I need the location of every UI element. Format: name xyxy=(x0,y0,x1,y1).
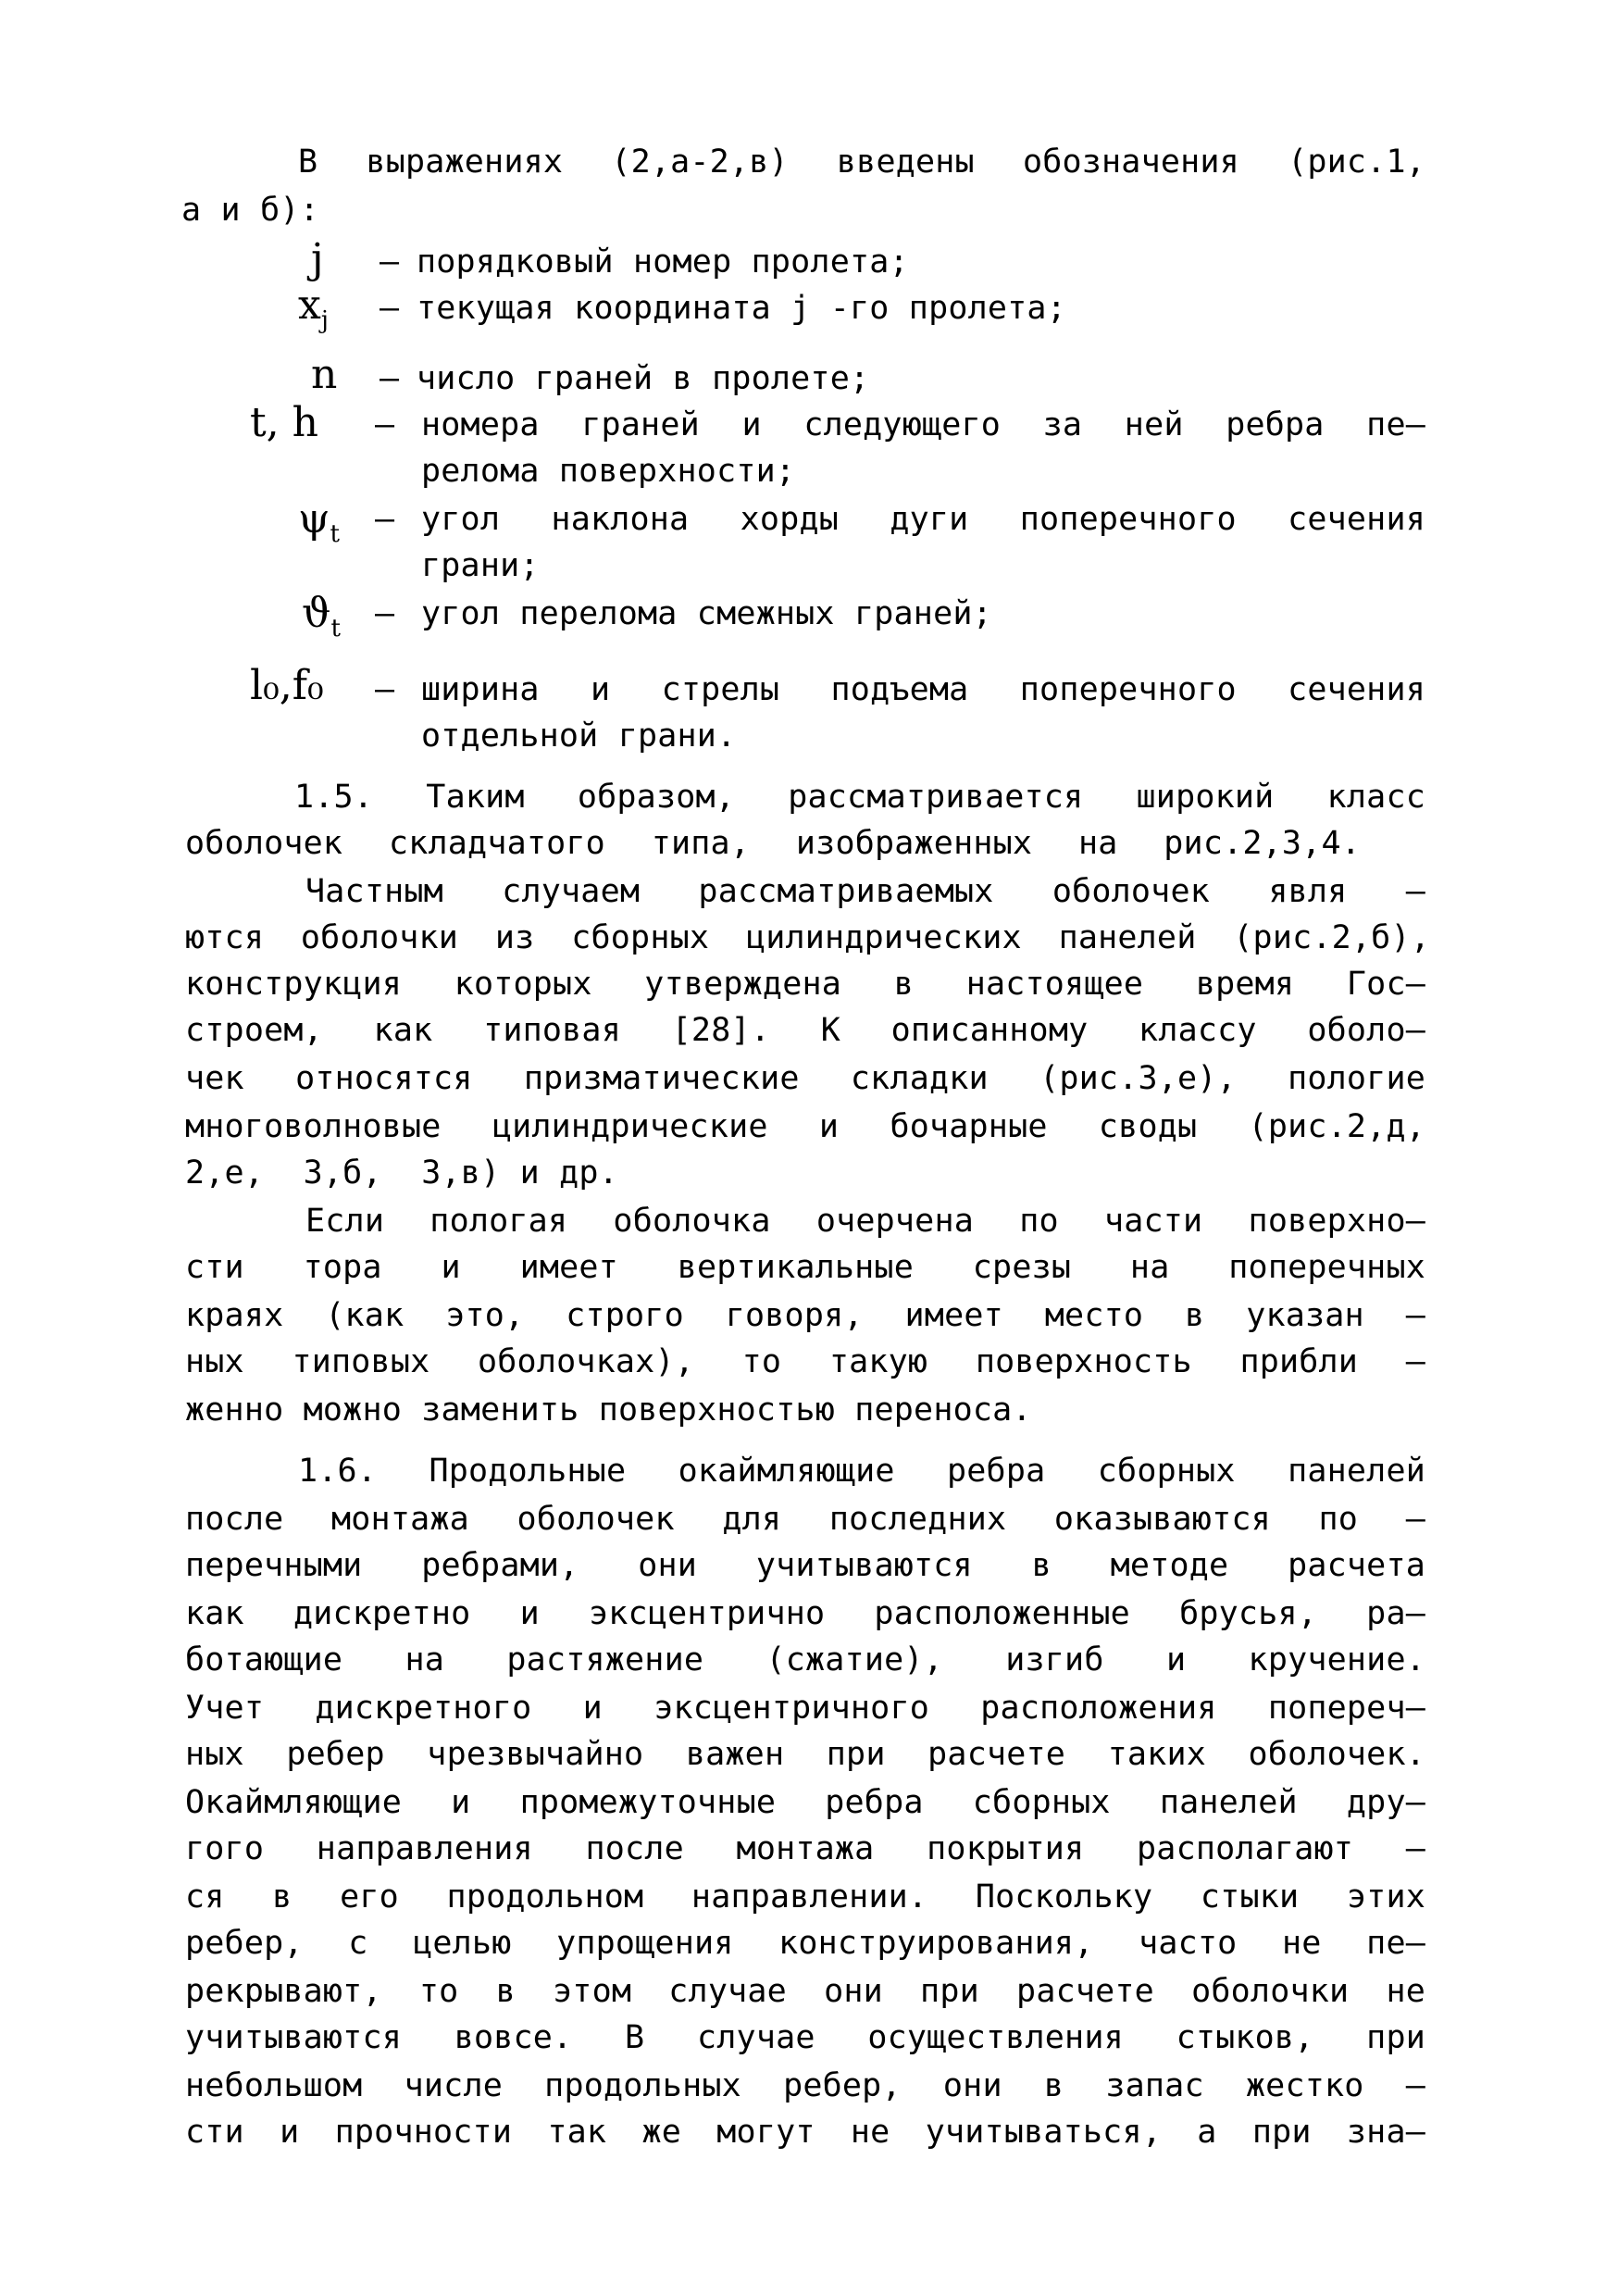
paragraph-line: как дискретно и эксцентрично расположенные брусья, ра– xyxy=(185,1595,1425,1632)
paragraph-line: ных типовых оболочках), то такую поверхность прибли – xyxy=(185,1343,1425,1380)
intro-line-1: В выражениях (2,а-2,в) введены обозначения (рис.1, xyxy=(298,144,1425,181)
paragraph-line: ботающие на растяжение (сжатие), изгиб и кручение. xyxy=(185,1641,1425,1678)
symbol-l0-f0: l₀,f₀ xyxy=(250,662,324,709)
definition-text: отдельной грани. xyxy=(421,718,737,755)
paragraph-line: сти и прочности так же могут не учитываться, а при зна– xyxy=(185,2114,1425,2151)
paragraph-line: краях (как это, строго говоря, имеет место в указан – xyxy=(185,1297,1425,1334)
symbol-psi-t: $\psi_t$ xyxy=(298,495,340,548)
symbol-theta-t: $ϑ_t$ xyxy=(302,590,341,643)
paragraph-line: 1.5. Таким образом, рассматривается широкий класс xyxy=(294,779,1425,816)
paragraph-line: сти тора и имеет вертикальные срезы на поперечных xyxy=(185,1249,1425,1286)
paragraph-line: строем, как типовая [28]. К описанному классу оболо– xyxy=(185,1012,1425,1049)
paragraph-line: многоволновые цилиндрические и бочарные своды (рис.2,д, xyxy=(185,1108,1425,1145)
paragraph-line: конструкция которых утверждена в настоящее время Гос– xyxy=(185,966,1425,1003)
paragraph-line: ных ребер чрезвычайно важен при расчете таких оболочек. xyxy=(185,1736,1425,1773)
definition-dash: – xyxy=(380,243,400,281)
definition-text: угол наклона хорды дуги поперечного сечения xyxy=(421,501,1425,538)
symbol-j: j xyxy=(311,235,324,282)
paragraph-line: ются оболочки из сборных цилиндрических панелей (рис.2,б), xyxy=(185,919,1430,956)
paragraph-line: гого направления после монтажа покрытия располагают – xyxy=(185,1830,1425,1867)
paragraph-line: ся в его продольном направлении. Поскольку стыки этих xyxy=(185,1878,1425,1915)
definition-dash: – xyxy=(380,360,400,397)
paragraph-line: оболочек складчатого типа, изображенных на рис.2,3,4. xyxy=(185,825,1361,862)
paragraph-line: после монтажа оболочек для последних оказываются по – xyxy=(185,1501,1425,1538)
symbol-t-h: t, h xyxy=(250,399,318,446)
symbol-n: n xyxy=(311,351,338,398)
paragraph-line: рекрывают, то в этом случае они при расчете оболочки не xyxy=(185,1973,1425,2010)
definition-dash: – xyxy=(375,406,395,443)
paragraph-line: чек относятся призматические складки (рис.3,е), пологие xyxy=(185,1060,1425,1097)
intro-line-2: а и б): xyxy=(181,192,319,229)
definition-dash: – xyxy=(375,595,395,632)
definition-text: текущая координата j -го пролета; xyxy=(417,290,1066,327)
definition-text: ширина и стрелы подъема поперечного сечения xyxy=(421,671,1425,708)
paragraph-line: женно можно заменить поверхностью переноса. xyxy=(185,1391,1032,1429)
definition-dash: – xyxy=(375,671,395,708)
paragraph-line: перечными ребрами, они учитываются в методе расчета xyxy=(185,1547,1425,1584)
paragraph-line: учитываются вовсе. В случае осуществления стыков, при xyxy=(185,2019,1425,2056)
definition-dash: – xyxy=(375,501,395,538)
paragraph-line: Учет дискретного и эксцентричного расположения попереч– xyxy=(185,1690,1425,1727)
paragraph-line: Окаймляющие и промежуточные ребра сборных панелей дру– xyxy=(185,1784,1425,1821)
paragraph-line: небольшом числе продольных ребер, они в запас жестко – xyxy=(185,2067,1425,2104)
paragraph-line: Частным случаем рассматриваемых оболочек явля – xyxy=(305,873,1425,910)
definition-text: грани; xyxy=(421,547,540,584)
paragraph-line: ребер, с целью упрощения конструирования, часто не пе– xyxy=(185,1925,1425,1962)
definition-text: угол перелома смежных граней; xyxy=(421,595,992,632)
definition-text: число граней в пролете; xyxy=(417,360,870,397)
definition-text: релома поверхности; xyxy=(421,453,796,490)
definition-text: порядковый номер пролета; xyxy=(417,243,909,281)
paragraph-line: Если пологая оболочка очерчена по части поверхно– xyxy=(305,1203,1425,1240)
definition-text: номера граней и следующего за ней ребра пе– xyxy=(421,406,1425,443)
paragraph-line: 2,е, 3,б, 3,в) и др. xyxy=(185,1154,618,1192)
paragraph-line: 1.6. Продольные окаймляющие ребра сборных панелей xyxy=(298,1453,1425,1490)
symbol-xj: $x_j$ xyxy=(298,281,329,334)
definition-dash: – xyxy=(380,290,400,327)
